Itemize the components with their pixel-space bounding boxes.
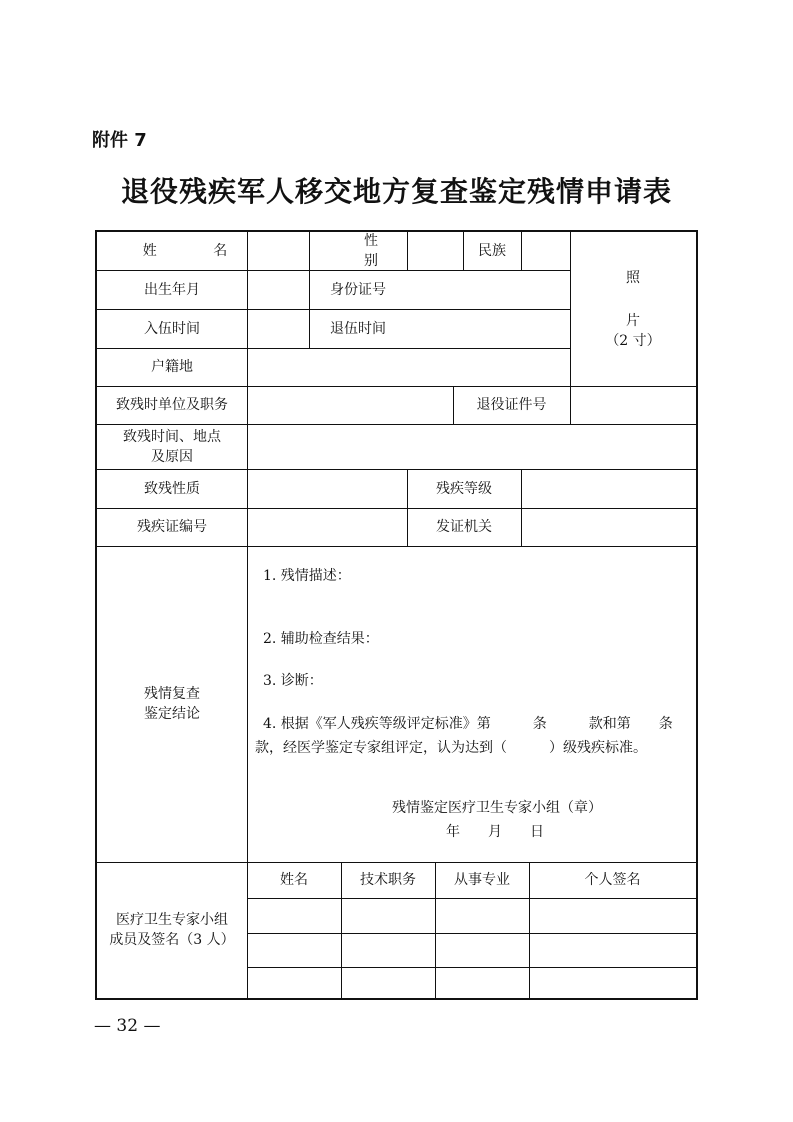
disability-unit-label: 致残时单位及职务 — [116, 397, 228, 413]
review-item-3: 3. 诊断： — [263, 673, 323, 689]
retire-cert-label: 退役证件号 — [476, 397, 547, 413]
expert-header-title: 技术职务 — [360, 872, 416, 888]
birth-label: 出生年月 — [144, 281, 200, 298]
application-form — [95, 230, 698, 1000]
gender-label: 性 别 — [364, 233, 404, 269]
review-item-2: 2. 辅助检查结果： — [263, 631, 379, 647]
issuer-label: 发证机关 — [436, 519, 492, 535]
review-label-line2: 鉴定结论 — [144, 706, 200, 722]
retire-time-label: 退伍时间 — [330, 320, 386, 337]
disability-time-line1: 致残时间、地点 — [123, 428, 221, 445]
expert-header-specialty: 从事专业 — [454, 872, 510, 888]
name-label: 姓 名 — [142, 243, 254, 259]
review-label-line1: 残情复查 — [144, 686, 200, 702]
photo-char-1: 照 — [626, 270, 640, 286]
photo-size: （2 寸） — [605, 333, 661, 349]
disability-nature-label: 致残性质 — [144, 480, 200, 497]
review-label — [97, 546, 247, 862]
disability-cert-label: 残疾证编号 — [137, 519, 207, 535]
review-item-4-line1: 4. 根据《军人残疾等级评定标准》第 条 款和第 条 — [263, 716, 673, 732]
review-date: 年 月 日 — [446, 824, 544, 840]
expert-header-signature: 个人签名 — [584, 872, 641, 888]
disability-time-label — [97, 424, 247, 469]
experts-label-line1: 医疗卫生专家小组 — [116, 912, 228, 928]
household-label: 户籍地 — [151, 359, 193, 375]
experts-label — [97, 862, 247, 998]
page-number: — 32 — — [94, 1016, 161, 1036]
disability-level-label: 残疾等级 — [436, 480, 492, 497]
ethnicity-label: 民族 — [478, 243, 506, 259]
photo-char-2: 片 — [626, 313, 640, 329]
attachment-label: 附件 7 — [92, 130, 147, 151]
id-number-label: 身份证号 — [330, 281, 386, 298]
enlist-time-label: 入伍时间 — [144, 320, 200, 337]
experts-label-line2: 成员及签名（3 人） — [109, 932, 235, 948]
review-item-1: 1. 残情描述： — [263, 568, 351, 584]
expert-header-name: 姓名 — [280, 872, 308, 888]
review-item-4-line2: 款，经医学鉴定专家组评定，认为达到（ ）级残疾标准。 — [255, 740, 647, 756]
disability-time-line2: 及原因 — [151, 448, 193, 465]
page-title: 退役残疾军人移交地方复查鉴定残情申请表 — [120, 175, 672, 208]
expert-group-stamp: 残情鉴定医疗卫生专家小组（章） — [392, 800, 602, 816]
